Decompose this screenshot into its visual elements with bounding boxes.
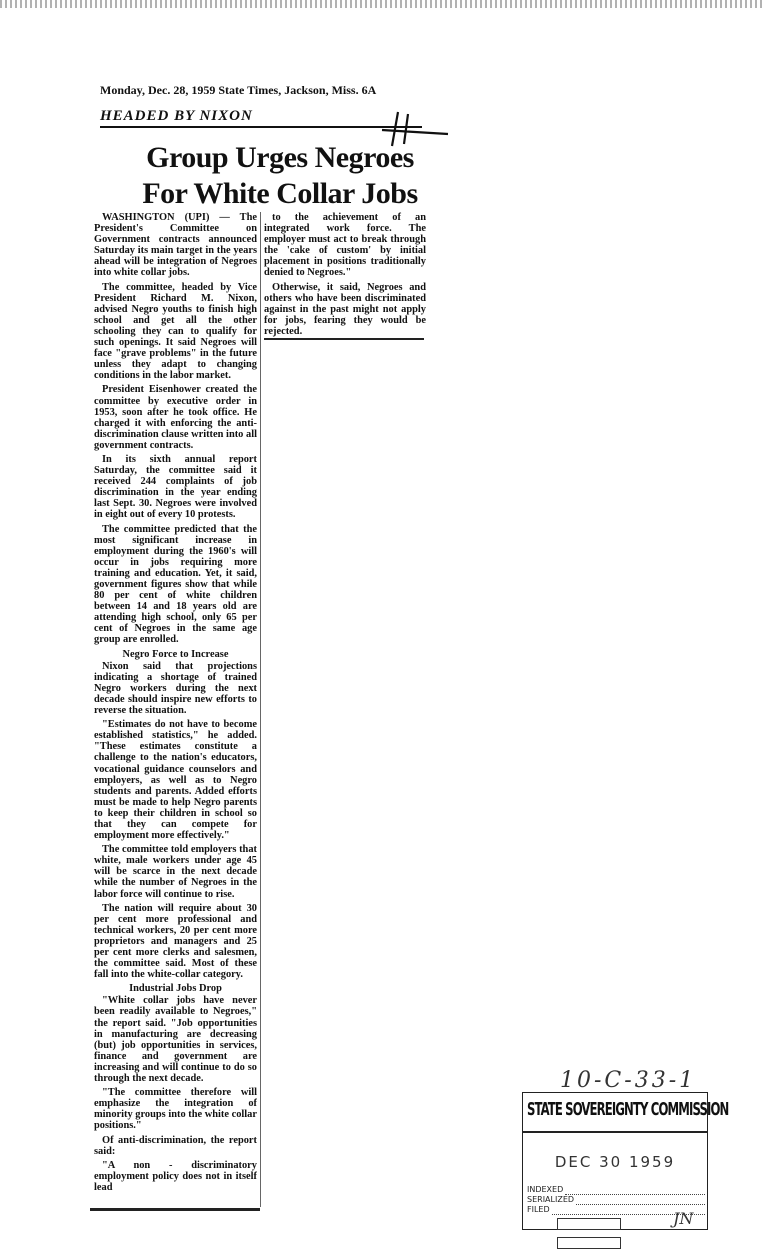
clipping-end-rule <box>264 338 424 340</box>
paragraph: The committee predicted that the most significant increase in employment during the 1960's will occur in jobs requiring more training and education. Yet, it said, government figures show that while 80 per cent of white children between 14 and 18 years old are attending high school, only 65 per cent of Negroes in the same age group are enrolled. <box>94 523 257 646</box>
headline-line-2: For White Collar Jobs <box>142 177 418 210</box>
paragraph: Nixon said that projections indicating a shortage of trained Negro workers during the next decade should inspire new efforts to reverse the situation. <box>94 660 257 717</box>
subheading: Industrial Jobs Drop <box>129 983 222 995</box>
stamp-initials: JN <box>673 1209 694 1228</box>
paragraph: WASHINGTON (UPI) — The President's Committee on Government contracts announced Saturday its main target in the years ahead will be integration of Negroes into white collar jobs. <box>94 212 257 279</box>
headline <box>100 140 460 212</box>
paragraph: "White collar jobs have never been readily available to Negroes," the report said. "Job opportunities in manufacturing are decreasing (but) job opportunities in services, finance and government are increasing and will continue to do so through the next decade. <box>94 995 257 1085</box>
stamp-title-rule <box>523 1131 707 1133</box>
commission-stamp <box>522 1092 729 1230</box>
headline-line-1: Group Urges Negroes <box>146 141 414 174</box>
bottom-rule <box>90 1208 260 1211</box>
article-column-2 <box>264 212 426 340</box>
article-column-1 <box>94 212 257 1212</box>
stamp-date: DEC 30 1959 <box>554 1153 676 1171</box>
stamp-row-indexed <box>527 1185 705 1195</box>
subheading: Negro Force to Increase <box>122 648 229 660</box>
paragraph: "Estimates do not have to become established statistics," he added. "These estimates constitute a challenge to the nation's educators, vocational guidance counselors and employers, as well as to Negro students and parents. Added efforts must be made to help Negro parents to keep their children in school so that they can compete for employment more effectively." <box>94 719 257 842</box>
paragraph: Of anti-discrimination, the report said: <box>94 1134 257 1157</box>
paragraph: Otherwise, it said, Negroes and others who have been discriminated against in the past might not apply for jobs, fearing they would be rejected. <box>264 281 426 337</box>
section-heading: HEADED BY NIXON <box>100 108 253 124</box>
paragraph: In its sixth annual report Saturday, the committee said it received 244 complaints of job discrimination in the year ending last Sept. 30. Negroes were involved in eight out of every 10 protests. <box>94 453 257 521</box>
handwritten-file-number: 10-C-33-1 <box>560 1068 697 1093</box>
section-rule <box>100 126 422 128</box>
dateline: Monday, Dec. 28, 1959 State Times, Jackson, Miss. 6A <box>100 83 377 97</box>
paragraph: to the achievement of an integrated work force. The employer must act to break through the 'cake of custom' by initial placement in positions traditionally denied to Negroes." <box>264 212 426 279</box>
paragraph: The nation will require about 30 per cent more professional and technical workers, 20 per cent more proprietors and managers and 25 per cent more clerks and salesmen, the committee said. Most of these fall into the white-collar category. <box>94 902 257 981</box>
stamp-row-label: FILED <box>527 1205 550 1214</box>
paragraph: The committee told employers that white, male workers under age 45 will be scarce in the next decade while the number of Negroes in the labor force will continue to rise. <box>94 844 257 900</box>
paragraph: President Eisenhower created the committee by executive order in 1953, soon after he took office. He charged it with enforcing the anti-discrimination clause written into all government contracts. <box>94 384 257 451</box>
stamp-row-label: INDEXED <box>527 1185 564 1194</box>
stamp-row-label: SERIALIZED <box>527 1195 575 1204</box>
stamp-title: STATE SOVEREIGNTY COMMISSION <box>527 1099 729 1120</box>
paragraph: "The committee therefore will emphasize the integration of minority groups into the white collar positions." <box>94 1087 257 1132</box>
paragraph: The committee, headed by Vice President Richard M. Nixon, advised Negro youths to finish high school and get all the other schooling they can to qualify for such openings. It said Negroes will face "grave problems" in the future unless they adapt to changing conditions in the labor market. <box>94 281 257 382</box>
column-divider <box>260 212 261 1207</box>
page-edge-strip <box>0 0 763 8</box>
stamp-row-serialized <box>527 1195 705 1205</box>
paragraph: "A non - discriminatory employment policy does not in itself lead <box>94 1159 257 1193</box>
